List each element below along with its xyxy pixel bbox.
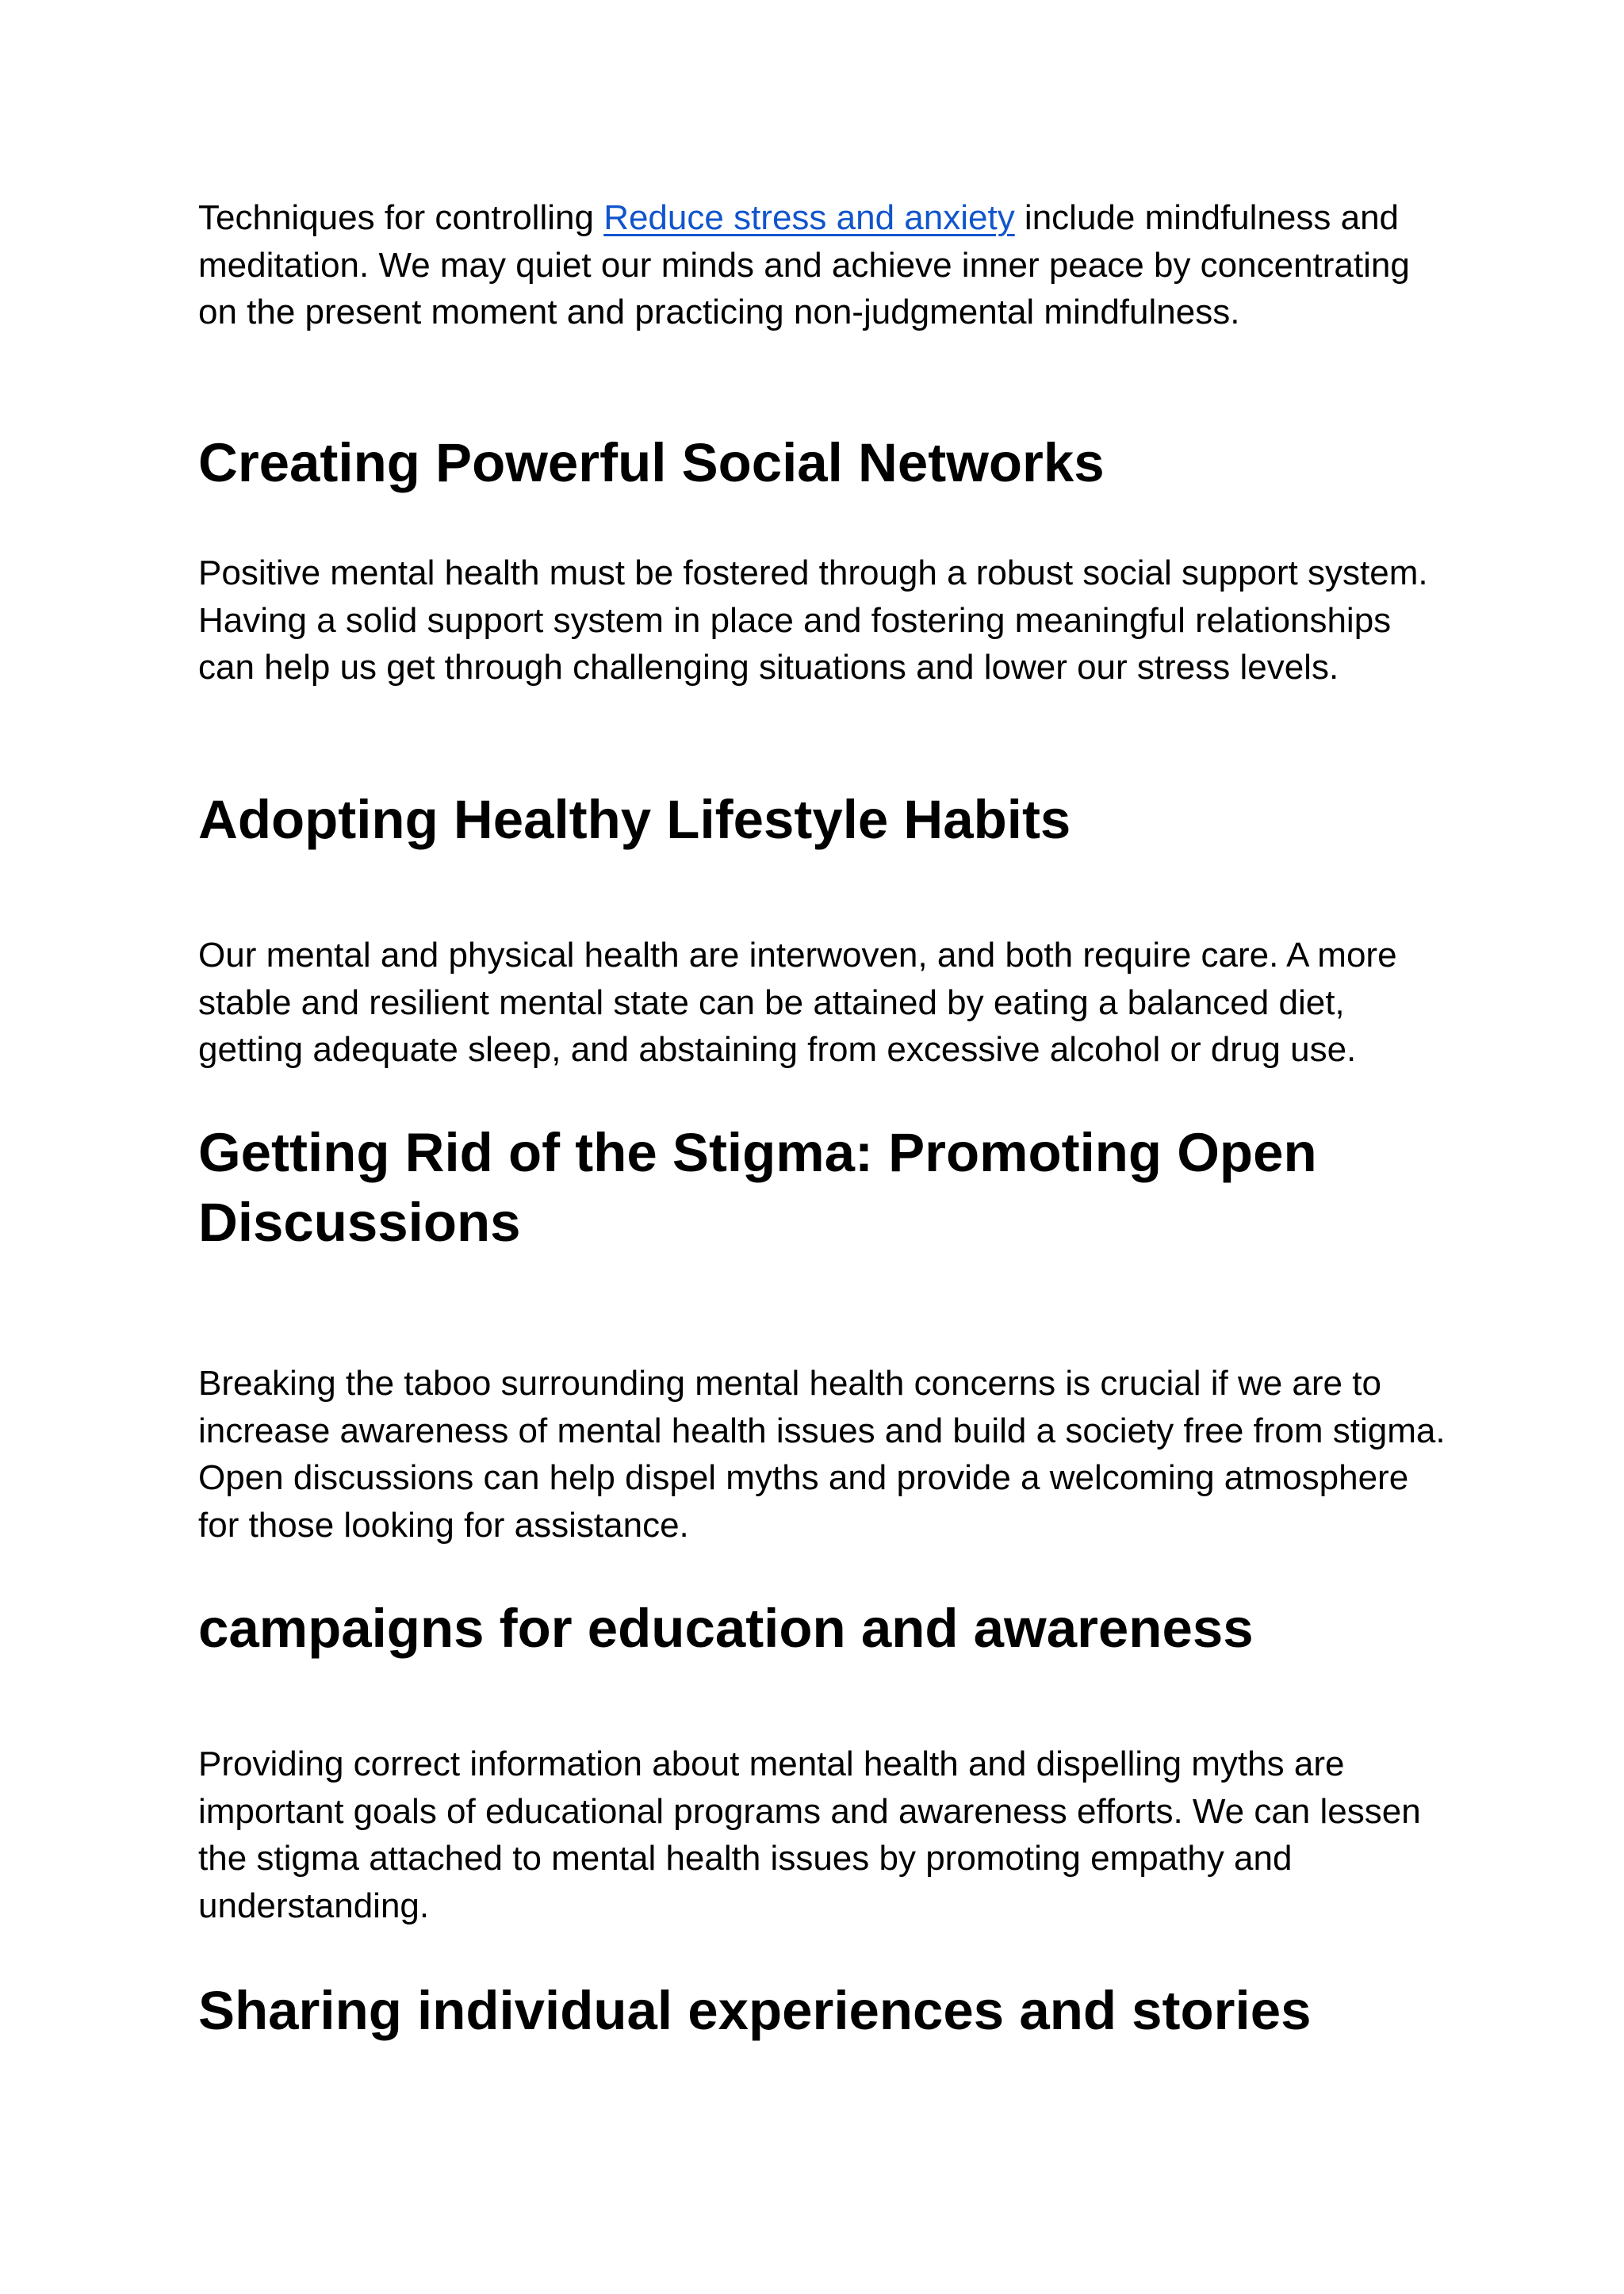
section-heading-campaigns: campaigns for education and awareness	[198, 1598, 1254, 1659]
intro-paragraph	[198, 194, 1451, 336]
section-heading-stigma: Getting Rid of the Stigma: Promoting Open Discussions	[198, 1122, 1317, 1253]
section-body-campaigns: Providing correct information about mental health and dispelling myths are important goals of educational programs and awareness efforts. We can lessen the stigma attached to mental health issues by promoting empathy and understanding.	[198, 1744, 1421, 1925]
section-body-social-networks: Positive mental health must be fostered through a robust social support system. Having a solid support system in place and fostering meaningful relationships can help us get through challenging situations and lower our stress levels.	[198, 553, 1428, 687]
intro-text-after-link: include mindfulness and meditation. We may quiet our minds and achieve inner peace by concentrating on the present moment and practicing non-judgmental mindfulness.	[198, 198, 1410, 331]
section-body-lifestyle-habits: Our mental and physical health are interwoven, and both require care. A more stable and resilient mental state can be attained by eating a balanced diet, getting adequate sleep, and abstaining from excessive alcohol or drug use.	[198, 936, 1397, 1069]
section-heading-sharing-stories: Sharing individual experiences and stories	[198, 1980, 1312, 2041]
section-heading-lifestyle-habits: Adopting Healthy Lifestyle Habits	[198, 789, 1071, 850]
reduce-stress-link[interactable]: Reduce stress and anxiety	[603, 198, 1015, 237]
section-body-stigma: Breaking the taboo surrounding mental health concerns is crucial if we are to increase awareness of mental health issues and build a society free from stigma. Open discussions can help dispel myths and provide a welcoming atmosphere for those looking for assistance.	[198, 1364, 1446, 1545]
intro-text-before-link: Techniques for controlling	[198, 198, 604, 237]
section-heading-social-networks: Creating Powerful Social Networks	[198, 432, 1105, 493]
